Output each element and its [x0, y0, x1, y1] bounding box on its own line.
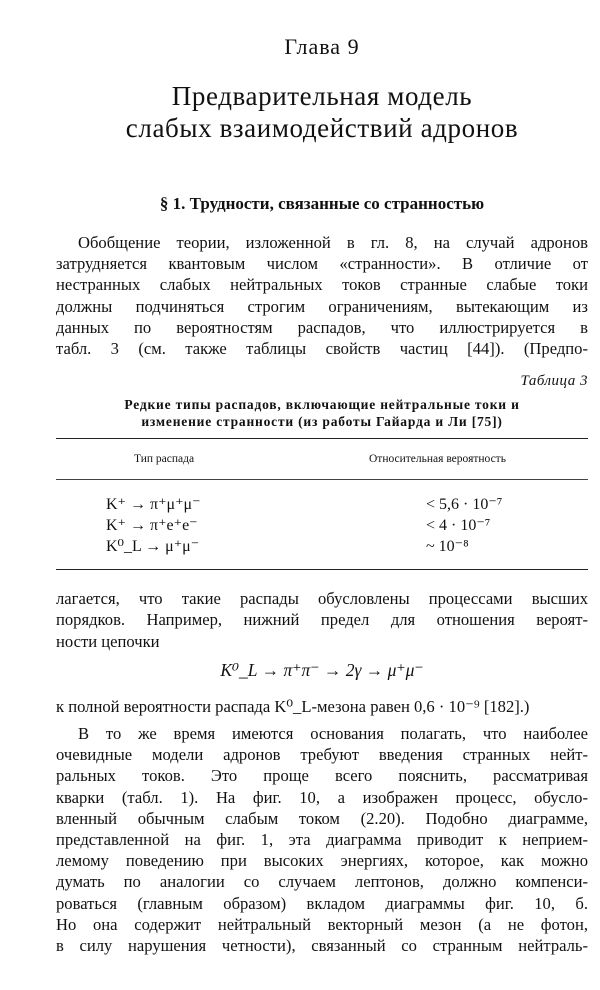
probability-cell: < 4 · 10⁻⁷ [426, 517, 491, 535]
text-line: данных по вероятностям распадов, что иллюстрируется в [56, 317, 588, 337]
decay-cell: K⁺ → π⁺μ⁺μ⁻ [106, 496, 201, 514]
table-caption-line: Редкие типы распадов, включающие нейтральные токи и [124, 397, 520, 413]
text-line: ральных токов. Это проще всего пояснить, рассматривая [56, 766, 588, 786]
table-header [56, 453, 588, 471]
text-line: затрудняется квантовым числом «странности». В отличие от [56, 254, 588, 274]
text-line: порядков. Например, нижний предел для отношения вероят- [56, 610, 588, 630]
probability-cell: ~ 10⁻⁸ [426, 538, 469, 556]
probability-cell: < 5,6 · 10⁻⁷ [426, 496, 503, 514]
chapter-heading: Глава 9 [284, 34, 360, 59]
table-bottom-rule [56, 569, 588, 570]
decay-cell: K⁺ → π⁺e⁺e⁻ [106, 517, 198, 535]
text-line: очевидные модели адронов требуют введения странных нейт- [56, 745, 588, 765]
book-page [56, 0, 588, 956]
text-line: нестранных слабых нейтральных токов странные слабые токи [56, 275, 588, 295]
text-line: представленной на фиг. 1, эта диаграмма приводит к неприем- [56, 830, 588, 850]
table-top-rule [56, 438, 588, 439]
decay-cell: K⁰_L → μ⁺μ⁻ [106, 538, 200, 556]
table-row [56, 536, 588, 557]
text-line: должны подчиняться строгим ограничениям, вытекающим из [56, 296, 588, 316]
table-number: Таблица 3 [520, 373, 588, 390]
text-line: роваться (главным образом) вкладом диаграммы фиг. 10, б. [56, 893, 588, 913]
table-row [56, 515, 588, 536]
text-line: кварки (табл. 1). На фиг. 10, а изображен процесс, обусло- [56, 787, 588, 807]
text-line: вленный обычным слабым током (2.20). Подобно диаграмме, [56, 808, 588, 828]
paragraph-2 [56, 588, 588, 652]
header-decay-type: Тип распада [134, 453, 195, 466]
header-probability: Относительная вероятность [369, 453, 506, 466]
table-row [56, 494, 588, 515]
chapter-title-line: слабых взаимодействий адронов [125, 113, 519, 143]
text-line: В то же время имеются основания полагать, что наиболее [78, 724, 588, 744]
text-line: табл. 3 (см. также таблицы свойств частиц [44]). (Предпо- [56, 339, 588, 359]
table-caption-line: изменение странности (из работы Гайарда и Ли [75]) [141, 414, 503, 430]
text-line: лемому поведению при высоких энергиях, которое, как можно [56, 851, 588, 871]
text-line: лагается, что такие распады обусловлены процессами высших [56, 589, 588, 609]
paragraph-3 [56, 723, 588, 956]
chapter-title-line: Предварительная модель [171, 81, 473, 111]
text-line: ности цепочки [56, 631, 160, 651]
text-line: к полной вероятности распада K⁰_L-мезона равен 0,6 · 10⁻⁹ [182].) [56, 696, 530, 716]
text-line: Обобщение теории, изложенной в гл. 8, на случай адронов [78, 233, 588, 252]
table-header-rule [56, 479, 588, 480]
chapter-title [56, 80, 588, 144]
section-heading: § 1. Трудности, связанные со странностью [159, 194, 485, 213]
paragraph-2-end [56, 696, 588, 717]
table-body [56, 494, 588, 557]
table-caption [56, 396, 588, 430]
paragraph-1 [56, 232, 588, 359]
text-line: думать по аналогии со случаем лептонов, должно компенси- [56, 872, 588, 892]
decay-chain-formula: K⁰_L → π⁺π⁻ → 2γ → μ⁺μ⁻ [220, 659, 424, 680]
text-line: Но она содержит нейтральный векторный мезон (а не фотон, [56, 914, 588, 934]
text-line: в силу нарушения четности), связанный со странным нейтраль- [56, 936, 588, 956]
